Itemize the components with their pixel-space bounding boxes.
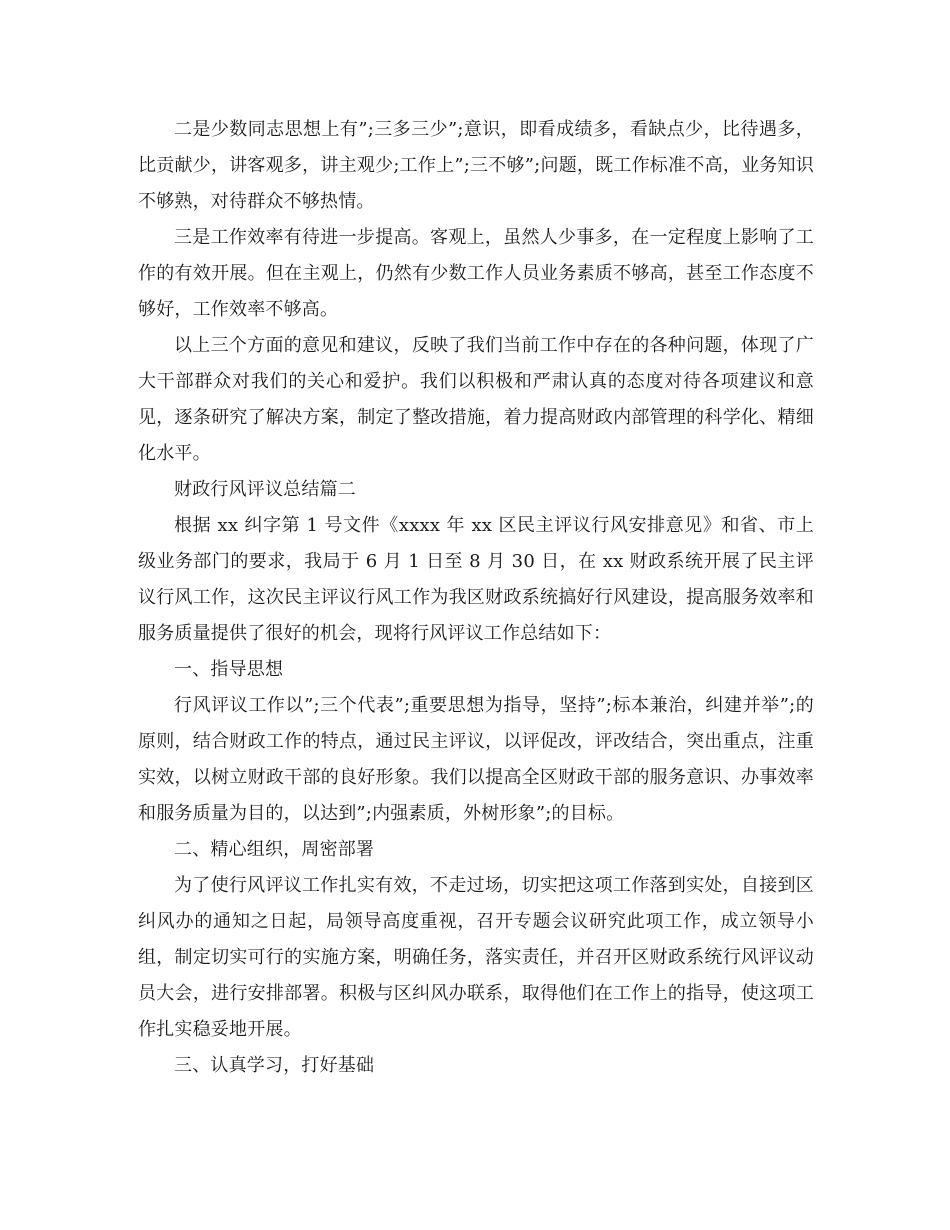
document-page [138, 112, 814, 1084]
heading-study: 三、认真学习，打好基础 [174, 1055, 375, 1076]
paragraph-introduction: 根据 xx 纠字第 1 号文件《xxxx 年 xx 区民主评议行风安排意见》和省、市上级业务部门的要求，我局于 6 月 1 日至 8 月 30 日，在 xx 财政系统开展了民主评议行风工作，这次民主评议行风工作为我区财政系统搞好行风建设，提高服务效率和服务质量提供了很好的机会，现将行风评议工作总结如下： [138, 515, 814, 644]
paragraph-guiding-thought: 行风评议工作以”;三个代表”;重要思想为指导，坚持”;标本兼治，纠建并举”;的原则，结合财政工作的特点，通过民主评议，以评促改，评改结合，突出重点，注重实效，以树立财政干部的良好形象。我们以提高全区财政干部的服务意识、办事效率和服务质量为目的，以达到”;内强素质，外树形象”;的目标。 [138, 695, 814, 824]
paragraph-organization: 为了使行风评议工作扎实有效，不走过场，切实把这项工作落到实处，自接到区纠风办的通知之日起，局领导高度重视，召开专题会议研究此项工作，成立领导小组，制定切实可行的实施方案，明确任务，落实责任，并召开区财政系统行风评议动员大会，进行安排部署。积极与区纠风办联系，取得他们在工作上的指导，使这项工作扎实稳妥地开展。 [138, 875, 814, 1040]
section-title-part-two: 财政行风评议总结篇二 [174, 479, 356, 500]
paragraph-summary-of-opinions: 以上三个方面的意见和建议，反映了我们当前工作中存在的各种问题，体现了广大干部群众对我们的关心和爱护。我们以积极和严肃认真的态度对待各项建议和意见，逐条研究了解决方案，制定了整改措施，着力提高财政内部管理的科学化、精细化水平。 [138, 335, 814, 464]
heading-organization: 二、精心组织，周密部署 [174, 839, 375, 860]
heading-guiding-thought: 一、指导思想 [174, 659, 284, 680]
paragraph-efficiency: 三是工作效率有待进一步提高。客观上，虽然人少事多，在一定程度上影响了工作的有效开展。但在主观上，仍然有少数工作人员业务素质不够高，甚至工作态度不够好，工作效率不够高。 [138, 227, 814, 320]
paragraph-three-deficiencies: 二是少数同志思想上有”;三多三少”;意识，即看成绩多，看缺点少，比待遇多，比贡献少，讲客观多，讲主观少;工作上”;三不够”;问题，既工作标准不高，业务知识不够熟，对待群众不够热情。 [138, 119, 814, 212]
